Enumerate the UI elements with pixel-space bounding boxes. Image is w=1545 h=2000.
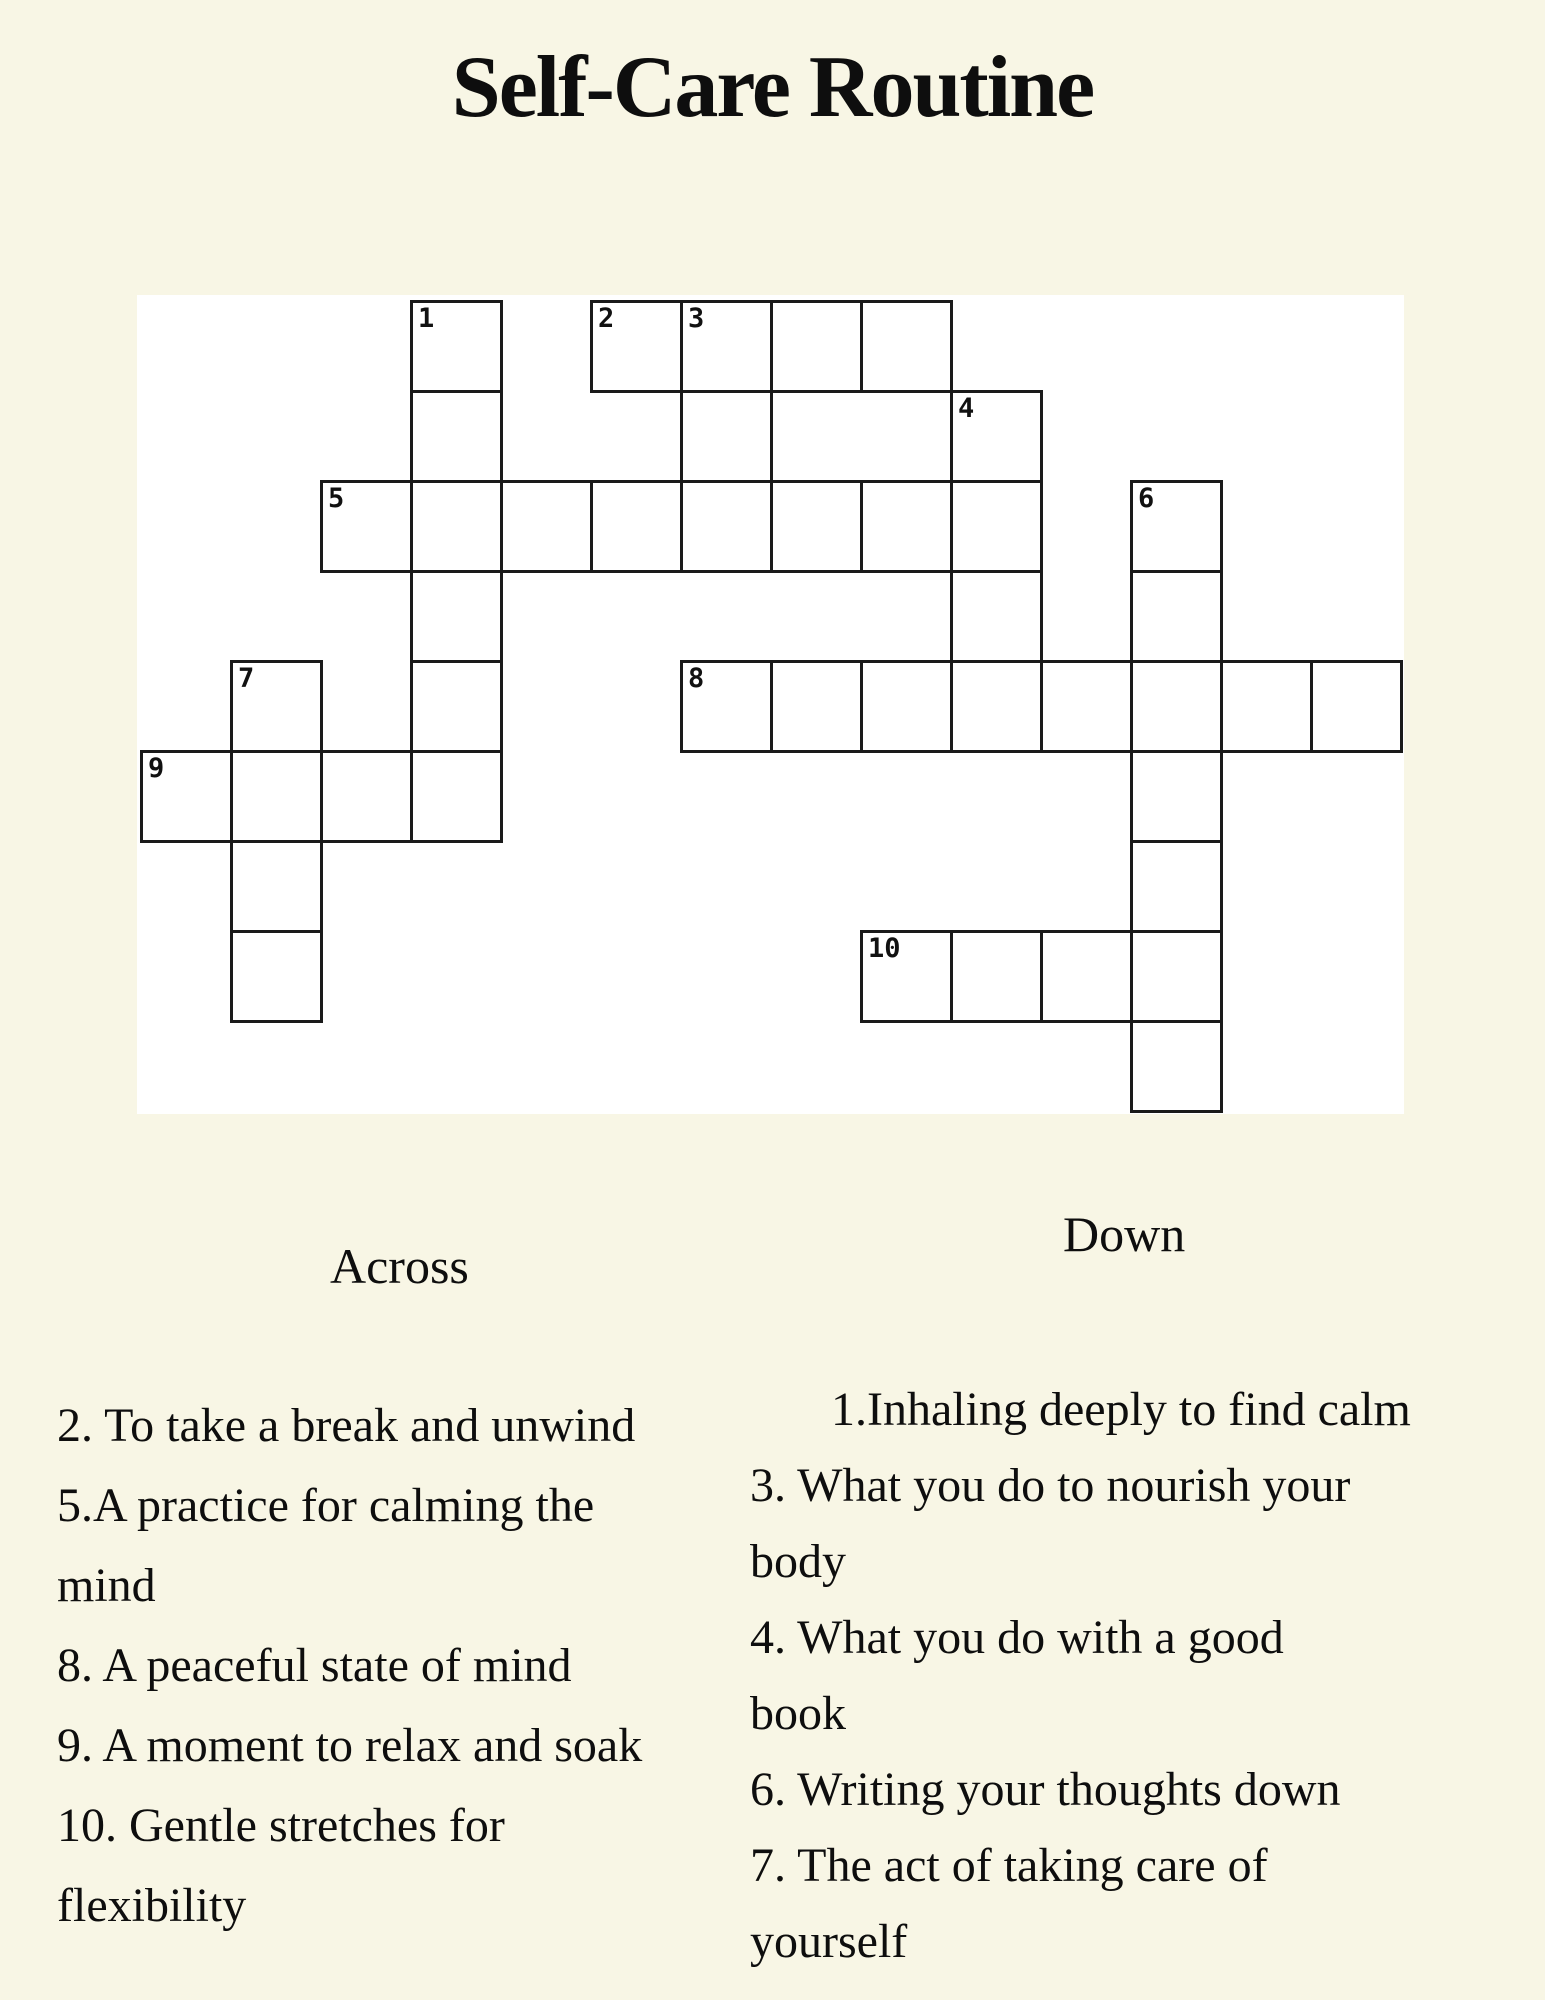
cell-number: 9 (148, 753, 165, 784)
grid-cell[interactable] (680, 480, 773, 573)
clue-line: 1.Inhaling deeply to find calm (831, 1383, 1411, 1436)
clue-line: yourself (750, 1915, 908, 1968)
grid-cell[interactable] (770, 300, 863, 393)
grid-cell[interactable] (230, 660, 323, 753)
grid-cell[interactable] (680, 660, 773, 753)
cell-number: 10 (868, 933, 901, 964)
down-header: Down (1063, 1206, 1186, 1262)
grid-cell[interactable] (680, 390, 773, 483)
grid-cell[interactable] (950, 570, 1043, 663)
grid-cell[interactable] (230, 840, 323, 933)
grid-cell[interactable] (950, 660, 1043, 753)
grid-cell[interactable] (950, 930, 1043, 1023)
grid-cell[interactable] (1130, 480, 1223, 573)
cell-number: 8 (688, 663, 705, 694)
across-header: Across (330, 1238, 469, 1294)
grid-cell[interactable] (230, 750, 323, 843)
grid-cell[interactable] (1310, 660, 1403, 753)
clue-line: mind (57, 1559, 156, 1612)
clue-line: 5.A practice for calming the (57, 1479, 595, 1532)
grid-cell[interactable] (410, 660, 503, 753)
grid-cell[interactable] (1130, 750, 1223, 843)
grid-cell[interactable] (860, 930, 953, 1023)
grid-cell[interactable] (950, 480, 1043, 573)
grid-cell[interactable] (770, 480, 863, 573)
cell-number: 1 (418, 303, 435, 334)
grid-cell[interactable] (230, 930, 323, 1023)
grid-cell[interactable] (1130, 930, 1223, 1023)
cell-number: 5 (328, 483, 345, 514)
crossword-panel (137, 295, 1404, 1114)
clue-line: book (750, 1687, 846, 1740)
grid-cell[interactable] (500, 480, 593, 573)
clue-line: 7. The act of taking care of (750, 1839, 1268, 1892)
grid-cell[interactable] (1130, 570, 1223, 663)
cell-number: 2 (598, 303, 615, 334)
cell-number: 3 (688, 303, 705, 334)
grid-cell[interactable] (1040, 660, 1133, 753)
cell-number: 4 (958, 393, 975, 424)
grid-cell[interactable] (860, 660, 953, 753)
down-clues (750, 1372, 1540, 1980)
clue-line: body (750, 1535, 846, 1588)
page-title: Self-Care Routine (451, 39, 1094, 136)
clue-line: 10. Gentle stretches for (57, 1799, 505, 1852)
grid-cell[interactable] (770, 660, 863, 753)
grid-cell[interactable] (1130, 660, 1223, 753)
clue-line: 3. What you do to nourish your (750, 1459, 1351, 1512)
across-clues (57, 1386, 777, 1946)
clue-line: 4. What you do with a good (750, 1611, 1284, 1664)
grid-cell[interactable] (410, 750, 503, 843)
clue-line: 2. To take a break and unwind (57, 1399, 636, 1452)
grid-cell[interactable] (410, 570, 503, 663)
grid-cell[interactable] (410, 390, 503, 483)
grid-cell[interactable] (140, 750, 233, 843)
clue-line: flexibility (57, 1879, 247, 1932)
crossword-grid (137, 295, 1404, 1114)
grid-cell[interactable] (590, 300, 683, 393)
clue-line: 6. Writing your thoughts down (750, 1763, 1341, 1816)
grid-cell[interactable] (1130, 840, 1223, 933)
cell-number: 7 (238, 663, 255, 694)
grid-cell[interactable] (860, 480, 953, 573)
grid-cell[interactable] (410, 480, 503, 573)
grid-cell[interactable] (860, 300, 953, 393)
grid-cell[interactable] (320, 750, 413, 843)
grid-cell[interactable] (680, 300, 773, 393)
grid-cell[interactable] (1130, 1020, 1223, 1113)
clue-line: 9. A moment to relax and soak (57, 1719, 643, 1772)
clue-line: 8. A peaceful state of mind (57, 1639, 572, 1692)
cell-number: 6 (1138, 483, 1155, 514)
grid-cell[interactable] (410, 300, 503, 393)
grid-cell[interactable] (320, 480, 413, 573)
grid-cell[interactable] (950, 390, 1043, 483)
grid-cell[interactable] (1040, 930, 1133, 1023)
grid-cell[interactable] (1220, 660, 1313, 753)
grid-cell[interactable] (590, 480, 683, 573)
